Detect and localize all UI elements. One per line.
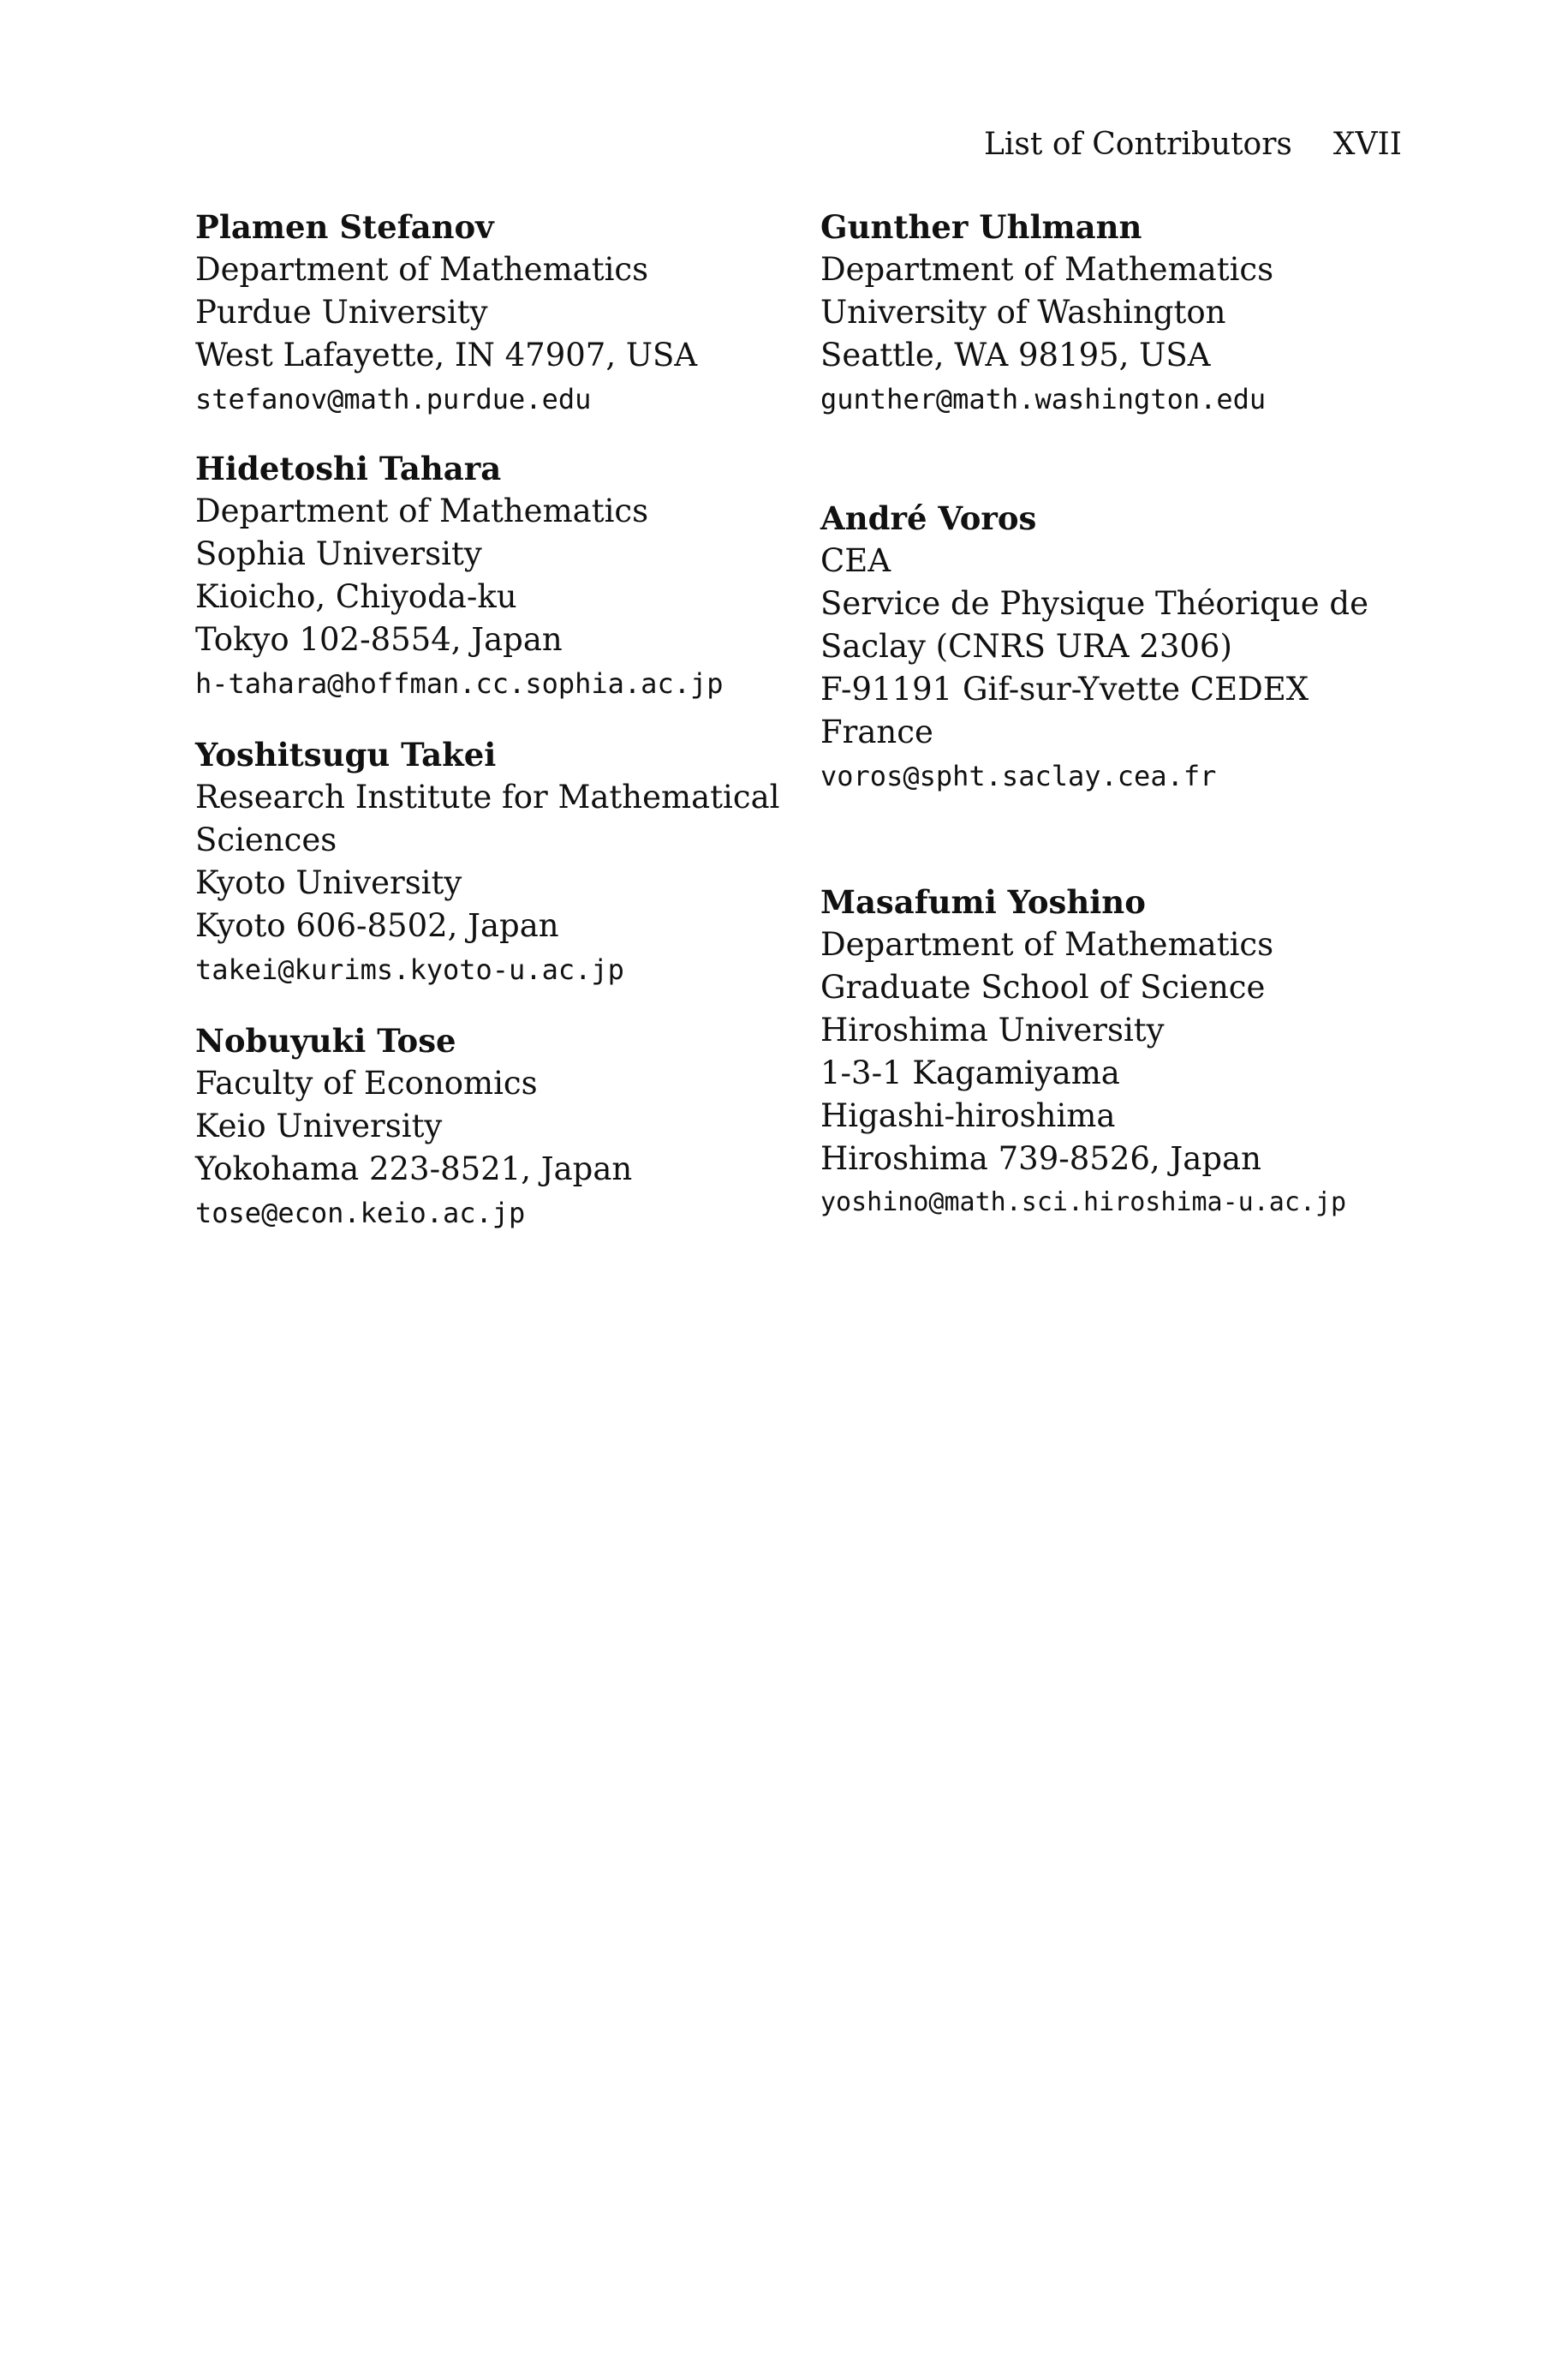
contributor-email[interactable]: h-tahara@hoffman.cc.sophia.ac.jp xyxy=(195,667,724,700)
affiliation-line: Department of Mathematics xyxy=(820,251,1274,288)
contributor-name: Masafumi Yoshino xyxy=(820,883,1146,921)
affiliation-line: Department of Mathematics xyxy=(820,926,1274,963)
affiliation-line: Sophia University xyxy=(195,535,482,572)
affiliation-line: Research Institute for Mathematical xyxy=(195,779,780,816)
affiliation-line: Seattle, WA 98195, USA xyxy=(820,337,1211,373)
affiliation-line: F-91191 Gif-sur-Yvette CEDEX xyxy=(820,671,1309,708)
affiliation-line: Purdue University xyxy=(195,294,488,331)
contributor-name: André Voros xyxy=(820,499,1037,537)
affiliation-line: Yokohama 223-8521, Japan xyxy=(195,1150,633,1187)
affiliation-line: France xyxy=(820,714,933,750)
contributor-entry xyxy=(820,206,1437,497)
affiliation-line: Kyoto University xyxy=(195,864,462,901)
affiliation-line: Department of Mathematics xyxy=(195,493,649,529)
running-head xyxy=(984,129,1402,160)
section-title: List of Contributors xyxy=(984,127,1292,162)
affiliation-line: Sciences xyxy=(195,822,337,858)
contributor-entry xyxy=(195,206,812,447)
affiliation-line: Kioicho, Chiyoda-ku xyxy=(195,578,517,615)
affiliation-line: Saclay (CNRS URA 2306) xyxy=(820,628,1232,665)
contributors-right-column xyxy=(820,206,1437,1225)
contributor-email[interactable]: gunther@math.washington.edu xyxy=(820,383,1267,415)
contributors-left-column xyxy=(195,206,812,1235)
affiliation-line: Higashi-hiroshima xyxy=(820,1097,1116,1134)
affiliation-line: Hiroshima University xyxy=(820,1012,1165,1049)
affiliation-line: Faculty of Economics xyxy=(195,1065,538,1102)
contributor-entry xyxy=(820,497,1437,881)
affiliation-line: University of Washington xyxy=(820,294,1226,331)
contributor-email[interactable]: takei@kurims.kyoto-u.ac.jp xyxy=(195,953,624,986)
contributor-email[interactable]: tose@econ.keio.ac.jp xyxy=(195,1197,526,1229)
page-number: XVII xyxy=(1333,127,1402,162)
contributor-name: Nobuyuki Tose xyxy=(195,1022,456,1060)
affiliation-line: Department of Mathematics xyxy=(195,251,649,288)
affiliation-line: Hiroshima 739-8526, Japan xyxy=(820,1140,1261,1177)
contributor-email[interactable]: yoshino@math.sci.hiroshima-u.ac.jp xyxy=(820,1187,1347,1217)
affiliation-line: Tokyo 102-8554, Japan xyxy=(195,621,563,658)
contributor-entry xyxy=(195,1019,812,1235)
contributor-name: Yoshitsugu Takei xyxy=(195,736,497,774)
affiliation-line: Graduate School of Science xyxy=(820,969,1266,1006)
affiliation-line: CEA xyxy=(820,542,891,579)
contributor-email[interactable]: stefanov@math.purdue.edu xyxy=(195,383,592,415)
affiliation-line: 1-3-1 Kagamiyama xyxy=(820,1055,1120,1091)
contributor-name: Hidetoshi Tahara xyxy=(195,450,502,487)
contributor-entry xyxy=(195,733,812,1019)
contributor-email[interactable]: voros@spht.saclay.cea.fr xyxy=(820,760,1217,792)
contributor-name: Gunther Uhlmann xyxy=(820,208,1142,246)
affiliation-line: West Lafayette, IN 47907, USA xyxy=(195,337,698,373)
contributor-name: Plamen Stefanov xyxy=(195,208,494,246)
affiliation-line: Keio University xyxy=(195,1108,443,1144)
contributor-entry xyxy=(195,447,812,733)
affiliation-line: Service de Physique Théorique de xyxy=(820,585,1368,622)
contributor-entry xyxy=(820,881,1437,1225)
affiliation-line: Kyoto 606-8502, Japan xyxy=(195,907,559,944)
